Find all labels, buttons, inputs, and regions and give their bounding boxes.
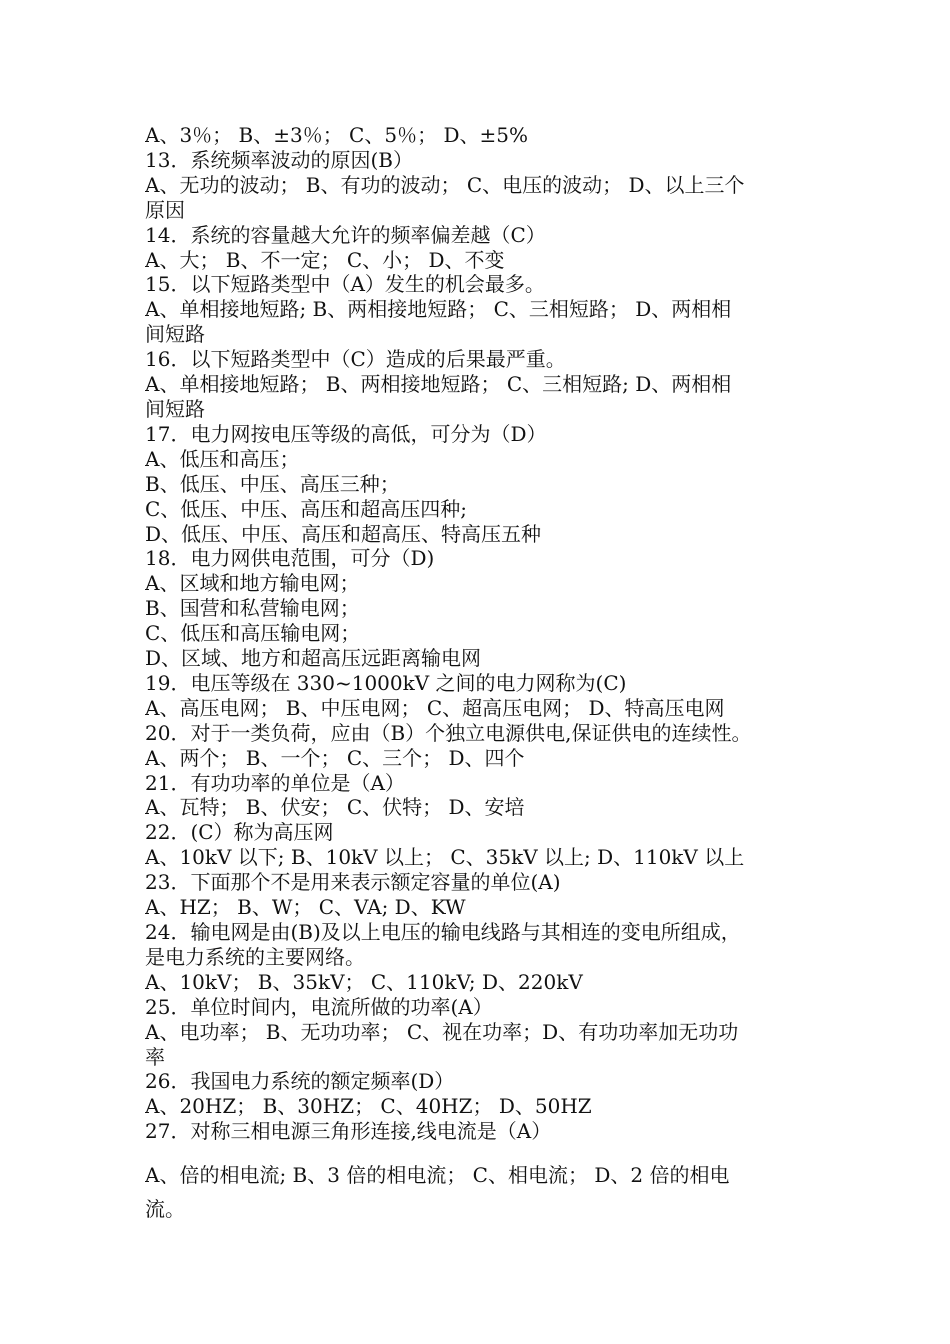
text-line: A、电功率； B、无功功率； C、视在功率；D、有功功率加无功功 [145,1019,739,1044]
text-line: 20．对于一类负荷，应由（B）个独立电源供电,保证供电的连续性。 [145,720,752,745]
text-line: 14．系统的容量越大允许的频率偏差越（C） [145,222,546,247]
text-line: D、区域、地方和超高压远距离输电网 [145,646,482,671]
text-line: C、低压和高压输电网； [145,621,361,646]
text-line: A、高压电网； B、中压电网； C、超高压电网； D、特高压电网 [145,695,725,720]
text-line: 间短路 [145,322,205,347]
text-line: C、低压、中压、高压和超高压四种; [145,496,468,521]
text-line: B、国营和私营输电网； [145,596,360,621]
text-line: A、低压和高压； [145,446,300,471]
text-line: A、10kV 以下; B、10kV 以上； C、35kV 以上; D、110kV 以上 [145,845,745,870]
text-line: A、单相接地短路； B、两相接地短路； C、三相短路; D、两相相 [145,372,732,397]
text-line: 21．有功功率的单位是（A） [145,770,405,795]
text-line: 原因 [145,197,185,222]
text-line: 23．下面那个不是用来表示额定容量的单位(A) [145,870,561,895]
text-line: A、3％； B、±3％； C、5％； D、±5% [145,123,528,147]
text-line: 间短路 [145,396,205,421]
text-line: A、区域和地方输电网； [145,571,360,596]
text-line: 率 [145,1044,165,1069]
text-line: 19．电压等级在 330~1000kV 之间的电力网称为(C) [145,670,627,695]
text-line: A、单相接地短路; B、两相接地短路； C、三相短路； D、两相相 [145,297,732,322]
text-line: A、HZ； B、W； C、VA; D、KW [145,895,466,920]
final-answer-block [145,1158,810,1226]
text-line: 25．单位时间内，电流所做的功率(A） [145,994,493,1019]
text-line: 流。 [145,1197,185,1222]
text-line: A、大； B、不一定； C、小； D、不变 [145,247,505,272]
text-line: 22．(C）称为高压网 [145,820,334,845]
text-line: A、10kV； B、35kV； C、110kV; D、220kV [145,969,583,994]
document-body [145,123,810,1226]
text-line: 17．电力网按电压等级的高低，可分为（D） [145,421,547,446]
text-line: B、低压、中压、高压三种； [145,471,400,496]
text-line: 15．以下短路类型中（A）发生的机会最多。 [145,272,545,297]
text-line: D、低压、中压、高压和超高压、特高压五种 [145,521,542,546]
text-line: A、20HZ； B、30HZ； C、40HZ； D、50HZ [145,1094,592,1119]
text-line: A、倍的相电流; B、3 倍的相电流； C、相电流； D、2 倍的相电 [145,1163,730,1188]
text-line: 是电力系统的主要网络。 [145,944,365,969]
text-line: A、两个； B、一个； C、三个； D、四个 [145,745,525,770]
text-line: 13．系统频率波动的原因(B） [145,147,413,172]
text-line: 26．我国电力系统的额定频率(D） [145,1069,455,1094]
text-line: 27．对称三相电源三角形连接,线电流是（A） [145,1119,552,1144]
text-line: 18．电力网供电范围，可分（D) [145,546,435,571]
text-line: A、无功的波动； B、有功的波动； C、电压的波动； D、以上三个 [145,172,745,197]
text-line: A、瓦特； B、伏安； C、伏特； D、安培 [145,795,525,820]
text-line: 16．以下短路类型中（C）造成的后果最严重。 [145,347,566,372]
text-line: 24．输电网是由(B)及以上电压的输电线路与其相连的变电所组成， [145,920,741,944]
